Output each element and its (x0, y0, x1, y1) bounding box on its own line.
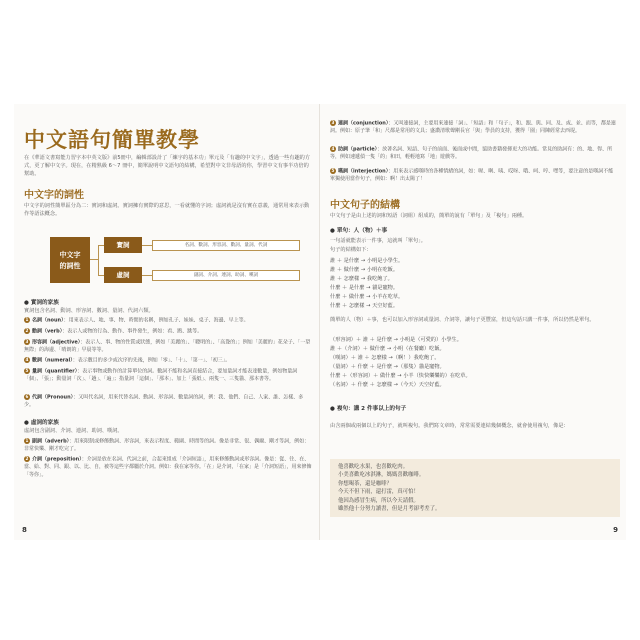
list-item (24, 339, 312, 355)
example-line: 什麼 ＋（形容詞）＋ 做什麼 → 小羊（快快樂樂的）在吃草。 (330, 373, 471, 379)
item-number: 3 (331, 120, 335, 125)
item-text: ：介詞是放在名詞、代詞之前，合起來組成「介詞短語」，用來修飾動詞或形容詞。像是：從、往、在、當、給、對、同、跟、以、比、自，被等這些字都屬於介詞。例如：我在家等你。「在」是介詞，「在家」是「介詞短語」，用來修飾「等你」。 (24, 456, 312, 478)
diagram-shici-items: 名詞、數詞、形容詞、數詞、量詞、代詞 (152, 240, 300, 251)
example-line: 什麼 ＋ 怎麼樣 → 天空好藍。 (330, 303, 399, 309)
compound-paragraph: 由含兩個或兩個以上的句子，就叫複句。我們寫文章時，常常需要連結幾個概念，就會使用複句，像是： (330, 423, 569, 429)
item-text: ：又叫代名詞，用來代替名詞、動詞、形容詞、數量詞的詞，例：我、他們、自己、人家、誰、怎樣、多少。 (24, 394, 304, 409)
example-line: 什麼 ＋ 做什麼 → 小羊在吃草。 (330, 294, 404, 300)
example-line: 誰 ＋ 做什麼 → 小明在吃飯。 (330, 267, 399, 273)
xuci-heading-text: 虛詞的家族 (30, 420, 59, 426)
compound-example: 小美喜歡吃冰淇淋，媽媽喜歡咖啡。 (338, 472, 425, 479)
list-item (330, 120, 618, 136)
shici-heading-text: 實詞的家族 (30, 300, 59, 306)
diagram-connector (98, 245, 99, 276)
single-heading-text: 單句：人（物）＋事 (336, 228, 388, 234)
item-text: ：又叫連接詞，主要用來連接「詞」、「短語」和「句子」，和、跟、與、同、及、或、並、而等，都是連詞。例如：原子筆「和」尺都是常用的文具；盛讚清歌聲剛長官「與」學員的支持，獲得「園」同陳經常去西堤。 (330, 120, 616, 135)
diagram-arrow (142, 275, 152, 276)
compound-example: 他因為感冒生病，所以今天請假。 (338, 497, 419, 504)
list-item (330, 146, 618, 162)
list-item (330, 168, 618, 184)
item-text: ：表示人或物的行為、動作、事件發生，例如：看、跑、跳等。 (62, 328, 203, 335)
diagram-branch-xuci: 虛詞 (104, 267, 142, 283)
item-text: ：表示人、事、物的性質或狀態，例如「美麗的」、「聰明的」、「高聳的」；例如「美麗的」花朵子、「一望無際」的海邊、「晴朗的」早晨等等。 (24, 339, 311, 354)
list-item (24, 456, 312, 479)
example-line: 誰 ＋ 是什麼 → 小明是小學生。 (330, 258, 404, 264)
list-item (24, 317, 312, 325)
right-page (320, 104, 626, 540)
list-item (24, 357, 312, 365)
list-item (24, 438, 312, 454)
section-heading-parts-of-speech: 中文字的詞性 (24, 190, 84, 201)
example-line: （嘆詞）＋ 誰 ＋ 怎麼樣 →（啊！）我吃飽了。 (330, 355, 440, 361)
diagram-branch-shici: 實詞 (104, 237, 142, 253)
example-line: （形容詞）＋ 誰 ＋ 是什麼 → 小明是（可愛的）小學生。 (330, 337, 462, 343)
item-term: 代詞（Pronoun） (32, 394, 74, 401)
left-page (14, 104, 320, 540)
page-title: 中文語句簡單教學 (24, 127, 200, 152)
section-paragraph: 中文字的詞性簡單區分為二：實詞和虛詞。實詞擁有實際的意思，一看就懂的字詞；虛詞就是沒有實在意義，通常用來表示動作等語法概念。 (24, 203, 310, 217)
list-item (24, 328, 312, 336)
item-term: 形容詞（adjective） (32, 339, 81, 346)
item-text: ：用來限制或修飾動詞、形容詞，來表示程度、範圍、時間等的詞。像是非常、很、偶爾、剛才等詞，例如：非常快樂、剛才吃完了。 (24, 438, 310, 453)
book-spread (14, 104, 626, 540)
compound-example: 他喜歡吃水果，也喜歡吃肉。 (338, 464, 409, 470)
section-heading-sentence-structure: 中文句子的結構 (330, 200, 400, 211)
diagram-arrow (142, 245, 152, 246)
diagram-connector (90, 259, 98, 260)
item-text: ：放著名詞、短語、句子的前面、後面或中間，協助書籍發揮更大的功能。常見的助詞有：的、地、得、所等，例如速遞偵一隻「的」和田，輕輕地寫「地」遊戲等。 (330, 146, 613, 161)
item-number: 4 (25, 357, 29, 362)
intro-paragraph: 在《華語文書寫能力習字本中英文版》前5冊中，編輯部設計了「練字的基本功」單元及「有趣的中文字」，透過一些有趣的方式，更了解中文字。現在，在精熟級 6～7 冊中，簡單說明中文語句的結構，希望對中文非母語的你，學習中文有事半功倍的幫助。 (24, 155, 311, 177)
item-number: 2 (25, 328, 29, 333)
item-number: 2 (25, 456, 29, 461)
page-number: 8 (22, 526, 27, 534)
item-term: 副詞（adverb） (32, 438, 70, 445)
item-text: ：表示數目的多少或次序的先後，例如「零」、「十」、「第一」、「初三」。 (72, 357, 231, 364)
single-paragraph: 簡單的人（物）＋事，也可以加入形容詞或量詞、介詞等，讓句子更豐富，但這句話只講一件事，所以仍然是單句。 (330, 317, 595, 323)
section-paragraph: 中文句子是由上述的詞和短語（詞組）組成的，簡單的說有「單句」及「複句」兩種。 (330, 213, 528, 219)
compound-example: 今天不但下雨，還打雷，真可怕！ (338, 489, 419, 496)
compound-heading-text: 複句：講 2 件事以上的句子 (336, 406, 407, 412)
xuci-paragraph: 虛詞包含副詞、介詞、連詞、助詞、嘆詞。 (24, 428, 123, 434)
example-line: （量詞）＋ 什麼 ＋ 是什麼 →（那隻）貓是寵物。 (330, 364, 445, 370)
item-number: 1 (25, 438, 29, 443)
diagram-center-box: 中文字 的詞性 (50, 237, 90, 283)
list-item (24, 368, 312, 384)
item-term: 量詞（quantifier） (32, 368, 78, 375)
item-number: 5 (25, 368, 29, 373)
single-paragraph: 句子的結構如下： (330, 247, 372, 253)
item-text: ：用來表示感嘆時的各種情緒的詞，如：喔、啊、咦、哎呀、哦、呵、哼、嘿等，要注意的是嘆詞不能單獨使用當作句子，例如：啊！出太陽了！ (330, 168, 614, 183)
compound-sentence-heading: ● 複句：講 2 件事以上的句子 (330, 406, 407, 412)
list-item (24, 394, 312, 410)
example-line: 什麼 ＋ 是什麼 → 貓是寵物。 (330, 285, 399, 291)
item-number: 5 (331, 168, 335, 173)
single-paragraph: 一句話就能表示一件事，這就叫「單句」。 (330, 238, 426, 244)
item-term: 嘆詞（interjection） (338, 168, 389, 175)
item-term: 助詞（particle） (338, 146, 378, 153)
shici-paragraph: 實詞包含名詞、動詞、形容詞、數詞、量詞、代詞六類。 (24, 308, 154, 314)
item-number: 3 (25, 339, 29, 344)
item-term: 動詞（verb） (32, 328, 63, 335)
example-line: （名詞）＋ 什麼 ＋ 怎麼樣 →（今天）天空好藍。 (330, 382, 445, 388)
item-term: 介詞（preposition） (32, 456, 82, 463)
item-number: 4 (331, 146, 335, 151)
single-sentence-heading: ● 單句：人（物）＋事 (330, 228, 388, 234)
item-term: 數詞（numeral） (32, 357, 73, 364)
example-line: 誰 ＋（介詞）＋ 做什麼 → 小明（在餐廳）吃飯。 (330, 346, 445, 352)
page-number: 9 (613, 526, 618, 534)
item-term: 名詞（noun） (32, 317, 64, 324)
shici-heading: ● 實詞的家族 (24, 300, 59, 306)
diagram-xuci-items: 副詞、介詞、連詞、助詞、嘆詞 (152, 270, 300, 281)
compound-example: 雖然他十分努力讀書，但是月考卻考差了。 (338, 506, 441, 513)
item-number: 1 (25, 317, 29, 322)
xuci-heading: ● 虛詞的家族 (24, 420, 59, 426)
compound-example: 你想喝茶，還是咖啡？ (338, 480, 392, 487)
item-number: 6 (25, 394, 29, 399)
compound-examples-box (330, 459, 620, 517)
item-text: ：表示事物或動作的計算單位的詞。數詞不能和名詞直接結合，要加量詞才能表達數量，例如物量詞「個」、「張」；動量詞「次」、「趟」、「遍」；指量詞「這個」、「那本」、加上「張紙」、兩隻一、三隻貓、那本書等。 (24, 368, 298, 383)
item-text: ：用來表示人、地、事、物、時間的名稱，例如孔子、妹妹、桌子、海邊、早上等。 (63, 317, 249, 324)
example-line: 誰 ＋ 怎麼樣 → 我吃飽了。 (330, 276, 393, 282)
item-term: 連詞（conjunction） (338, 120, 389, 127)
